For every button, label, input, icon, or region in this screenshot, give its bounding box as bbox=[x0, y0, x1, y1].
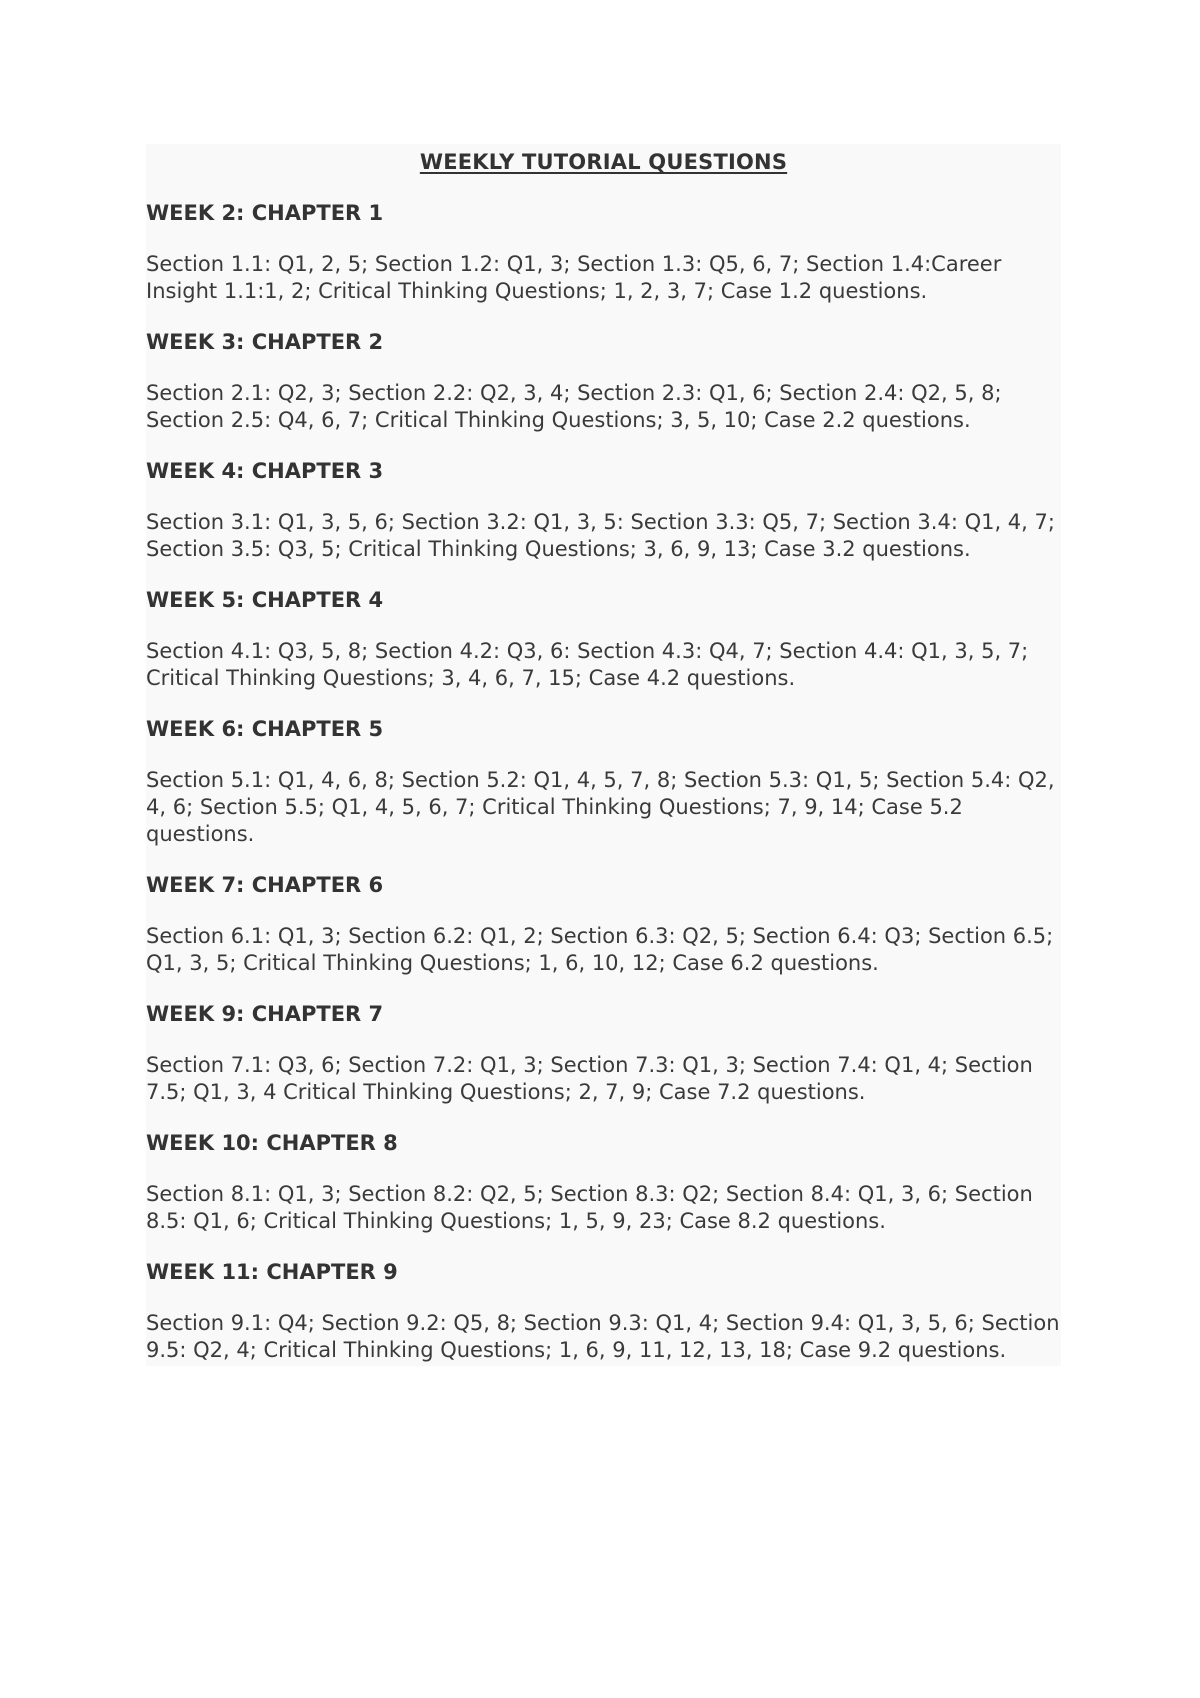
week-questions: Section 7.1: Q3, 6; Section 7.2: Q1, 3; Section 7.3: Q1, 3; Section 7.4: Q1, 4; Section 7.5; Q1, 3, 4 Critical Thinking Questions; 2, 7, 9; Case 7.2 questions. bbox=[146, 1053, 1033, 1104]
week-questions: Section 3.1: Q1, 3, 5, 6; Section 3.2: Q1, 3, 5: Section 3.3: Q5, 7; Section 3.4: Q1, 4, 7; Section 3.5: Q3, 5; Critical Thinking Questions; 3, 6, 9, 13; Case 3.2 questions. bbox=[146, 510, 1055, 561]
week-heading: WEEK 3: CHAPTER 2 bbox=[146, 330, 384, 354]
week-heading: WEEK 9: CHAPTER 7 bbox=[146, 1002, 384, 1026]
week-section-3 bbox=[146, 328, 1061, 434]
week-questions: Section 5.1: Q1, 4, 6, 8; Section 5.2: Q1, 4, 5, 7, 8; Section 5.3: Q1, 5; Section 5.4: Q2, 4, 6; Section 5.5; Q1, 4, 5, 6, 7; Critical Thinking Questions; 7, 9, 14; Case 5.2 questions. bbox=[146, 768, 1055, 846]
week-section-11 bbox=[146, 1258, 1061, 1364]
week-questions: Section 8.1: Q1, 3; Section 8.2: Q2, 5; Section 8.3: Q2; Section 8.4: Q1, 3, 6; Section 8.5: Q1, 6; Critical Thinking Questions; 1, 5, 9, 23; Case 8.2 questions. bbox=[146, 1182, 1033, 1233]
week-heading: WEEK 5: CHAPTER 4 bbox=[146, 588, 384, 612]
week-heading: WEEK 2: CHAPTER 1 bbox=[146, 201, 384, 225]
document-body bbox=[146, 144, 1061, 1366]
week-section-6 bbox=[146, 715, 1061, 848]
week-section-4 bbox=[146, 457, 1061, 563]
week-questions: Section 2.1: Q2, 3; Section 2.2: Q2, 3, 4; Section 2.3: Q1, 6; Section 2.4: Q2, 5, 8; Section 2.5: Q4, 6, 7; Critical Thinking Questions; 3, 5, 10; Case 2.2 questions. bbox=[146, 381, 1002, 432]
document-title: WEEKLY TUTORIAL QUESTIONS bbox=[419, 150, 788, 174]
week-section-5 bbox=[146, 586, 1061, 692]
week-section-10 bbox=[146, 1129, 1061, 1235]
week-questions: Section 6.1: Q1, 3; Section 6.2: Q1, 2; Section 6.3: Q2, 5; Section 6.4: Q3; Section 6.5; Q1, 3, 5; Critical Thinking Questions; 1, 6, 10, 12; Case 6.2 questions. bbox=[146, 924, 1054, 975]
week-section-9 bbox=[146, 1000, 1061, 1106]
week-questions: Section 1.1: Q1, 2, 5; Section 1.2: Q1, 3; Section 1.3: Q5, 6, 7; Section 1.4:Career Insight 1.1:1, 2; Critical Thinking Questions; 1, 2, 3, 7; Case 1.2 questions. bbox=[146, 252, 1002, 303]
week-heading: WEEK 4: CHAPTER 3 bbox=[146, 459, 384, 483]
week-questions: Section 4.1: Q3, 5, 8; Section 4.2: Q3, 6: Section 4.3: Q4, 7; Section 4.4: Q1, 3, 5, 7; Critical Thinking Questions; 3, 4, 6, 7, 15; Case 4.2 questions. bbox=[146, 639, 1029, 690]
week-heading: WEEK 10: CHAPTER 8 bbox=[146, 1131, 398, 1155]
week-heading: WEEK 11: CHAPTER 9 bbox=[146, 1260, 398, 1284]
week-heading: WEEK 7: CHAPTER 6 bbox=[146, 873, 384, 897]
week-heading: WEEK 6: CHAPTER 5 bbox=[146, 717, 384, 741]
week-section-2 bbox=[146, 199, 1061, 305]
week-section-7 bbox=[146, 871, 1061, 977]
week-questions: Section 9.1: Q4; Section 9.2: Q5, 8; Section 9.3: Q1, 4; Section 9.4: Q1, 3, 5, 6; Section 9.5: Q2, 4; Critical Thinking Questions; 1, 6, 9, 11, 12, 13, 18; Case 9.2 questions. bbox=[146, 1311, 1060, 1362]
